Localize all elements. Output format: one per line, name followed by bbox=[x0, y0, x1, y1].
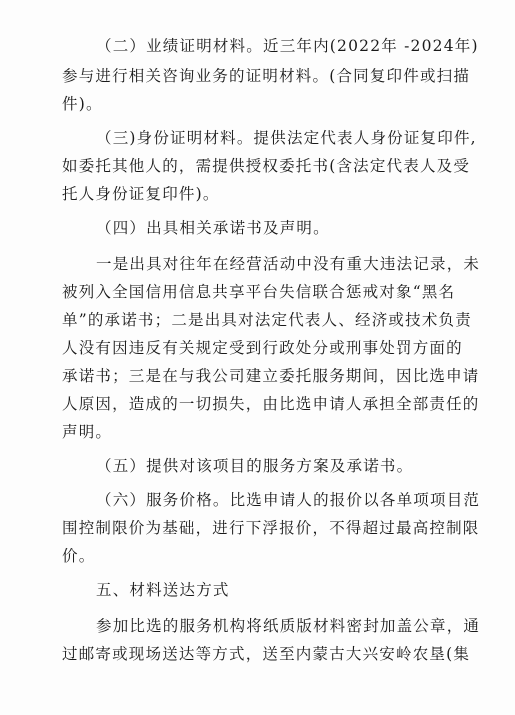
text-line-14: 声明。 bbox=[62, 423, 113, 441]
text-line-9: 被列入全国信用信息共享平台失信联合惩戒对象“黑名 bbox=[62, 283, 456, 301]
text-line-10: 单”的承诺书；二是出具对法定代表人、经济或技术负责 bbox=[62, 311, 472, 329]
text-line-11: 人没有因违反有关规定受到行政处分或刑事处罚方面的 bbox=[62, 339, 463, 357]
text-line-5: 如委托其他人的，需提供授权委托书(含法定代表人及受 bbox=[62, 157, 471, 175]
text-line-18: 价。 bbox=[62, 547, 96, 565]
text-line-7: （四）出具相关承诺书及声明。 bbox=[96, 219, 330, 237]
text-line-16: （六）服务价格。比选申请人的报价以各单项项目范 bbox=[96, 491, 481, 509]
text-line-1: （二）业绩证明材料。近三年内(2022年 -2024年) bbox=[96, 37, 479, 55]
text-line-8: 一是出具对往年在经营活动中没有重大违法记录，未 bbox=[96, 255, 481, 273]
text-line-13: 人原因，造成的一切损失，由比选申请人承担全部责任的 bbox=[62, 395, 480, 413]
text-line-21: 过邮寄或现场送达等方式，送至内蒙古大兴安岭农垦(集 bbox=[62, 645, 471, 663]
text-line-2: 参与进行相关咨询业务的证明材料。(合同复印件或扫描 bbox=[62, 67, 471, 85]
text-line-3: 件)。 bbox=[62, 95, 103, 113]
text-line-20: 参加比选的服务机构将纸质版材料密封加盖公章，通 bbox=[96, 617, 481, 635]
text-line-4: （三)身份证明材料。提供法定代表人身份证复印件, bbox=[96, 129, 477, 147]
text-line-15: （五）提供对该项目的服务方案及承诺书。 bbox=[96, 457, 414, 475]
text-line-6: 托人身份证复印件)。 bbox=[62, 185, 220, 203]
text-line-17: 围控制限价为基础，进行下浮报价，不得超过最高控制限 bbox=[62, 519, 480, 537]
text-line-12: 承诺书；三是在与我公司建立委托服务期间，因比选申请 bbox=[62, 367, 480, 385]
section-heading: 五、材料送达方式 bbox=[96, 581, 230, 599]
